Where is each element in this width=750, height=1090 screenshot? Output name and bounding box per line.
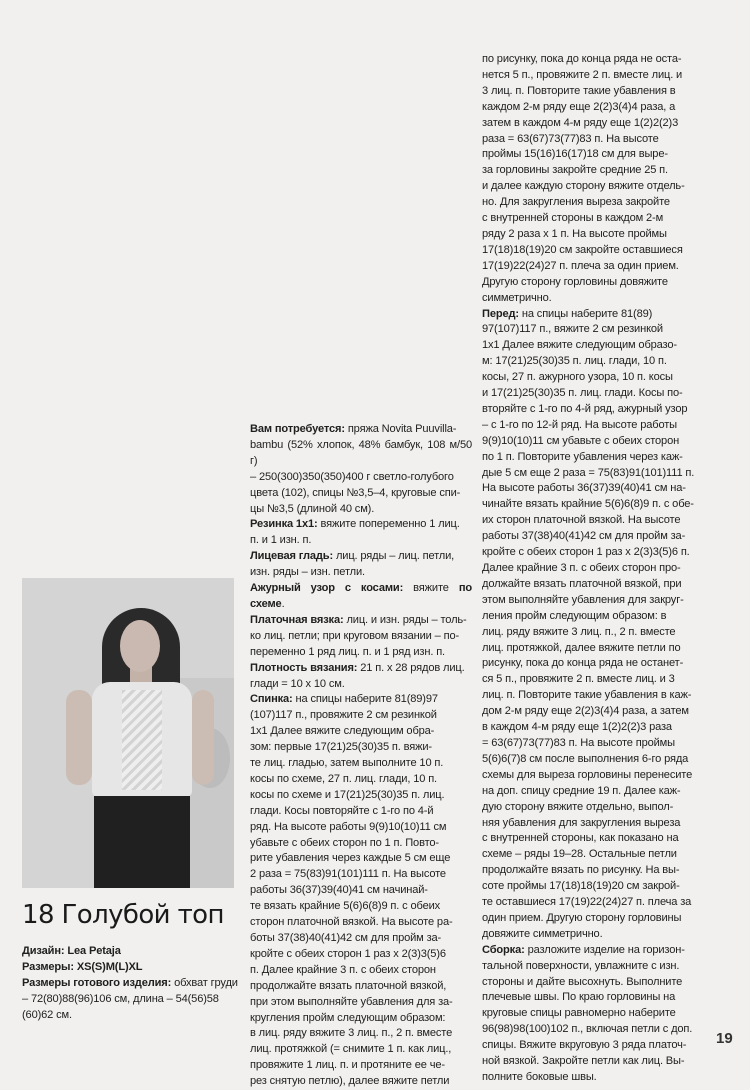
text-line: м: 17(21)25(30)35 п. лиц. глади, 10 п.	[482, 355, 667, 368]
text-line: 17(18)18(19)20 см закройте оставшиеся	[482, 243, 683, 256]
text-line: нется 5 п., провяжите 2 п. вместе лиц. и	[482, 68, 683, 81]
text-line: вторяйте с 1-го по 4-й ряд, ажурный узор	[482, 402, 688, 415]
text-line: ления пройм следующим образом: в	[482, 609, 667, 622]
text-line: 1х1 Далее вяжите следующим обра-	[250, 725, 435, 738]
text-line: ко лиц. петли; при круговом вязании – по-	[250, 629, 460, 642]
text-line: этом выполняйте убавления для закруг-	[482, 593, 684, 606]
text-line: провяжите 1 лиц. п. и протяните ее че-	[250, 1059, 445, 1072]
text-line: п. Далее крайние 3 п. с обеих сторон	[250, 963, 436, 976]
text-line: кройте с обеих сторон 1 раз х 2(3)3(5)6	[250, 947, 446, 960]
pattern-title: 18 Голубой топ	[22, 900, 224, 930]
text-line: вяжите попеременно 1 лиц.	[320, 518, 460, 531]
text-line: убавьте с обеих сторон по 1 п. Повто-	[250, 836, 439, 849]
text-line: (107)117 п., провяжите 2 см резинкой	[250, 709, 437, 722]
text-line: 2 раза = 75(83)91(101)111 п. На высоте	[250, 868, 446, 881]
text-line: и 17(21)25(30)35 п. лиц. глади. Косы по-	[482, 387, 683, 400]
text-line: Другую сторону горловины довяжите	[482, 275, 668, 288]
text-line: один прием. Другую сторону горловины	[482, 911, 682, 924]
text-line: по рисунку, пока до конца ряда не оста-	[482, 53, 682, 65]
page-number: 19	[716, 1030, 733, 1047]
text-line: симметрично.	[482, 291, 552, 304]
text-line: дые 5 см еще 2 раза = 75(83)91(101)111 п.	[482, 466, 695, 479]
text-line: соте проймы 17(18)18(19)20 см закрой-	[482, 880, 680, 893]
back-label: Спинка:	[250, 693, 293, 706]
text-line: изн. ряды – изн. петли.	[250, 566, 365, 579]
stockinette-label: Лицевая гладь:	[250, 550, 334, 563]
text-line: ся 5 п., провяжите 2 п. вместе лиц. и 3	[482, 673, 675, 686]
text-line: = 63(67)73(77)83 п. На высоте проймы	[482, 736, 675, 749]
text-line: работы 37(38)40(41)42 см для пройм за-	[482, 530, 686, 543]
text-line: 1х1 Далее вяжите следующим образо-	[482, 339, 677, 352]
text-line: должайте вязать платочной вязкой, при	[482, 577, 682, 590]
text-line: стороны и дайте высохнуть. Выполните	[482, 975, 683, 988]
text-line: в каждом 4-м ряду еще 1(2)2(2)3 раза	[482, 721, 672, 734]
text-line: bambu (52% хлопок, 48% бамбук, 108 м/50 г)	[250, 438, 472, 467]
text-line: те оставшиеся 17(19)22(24)27 п. плеча за	[482, 896, 692, 909]
text-line: плечевые швы. По краю горловины на	[482, 991, 676, 1004]
text-line: работы 36(37)39(40)41 см начинай-	[250, 884, 428, 897]
sizes-label: Размеры:	[22, 960, 74, 973]
assembly-section	[482, 943, 706, 1086]
text-line: 21 п. х 28 рядов лиц.	[360, 661, 465, 674]
right-column	[482, 52, 706, 1086]
text-line: продолжайте вязать по рисунку. На вы-	[482, 864, 680, 877]
text-line: но. Для закругления выреза закройте	[482, 196, 670, 209]
text-line: лиц. протяжкой (= снимите 1 п. как лиц.,	[250, 1043, 452, 1056]
text-line: цы №3,5 (длиной 40 см).	[250, 502, 375, 515]
text-line: 9(9)10(10)11 см убавьте с обеих сторон	[482, 434, 680, 447]
needs-label: Вам потребуется:	[250, 423, 345, 435]
text-line: спицы. Вяжите вкруговую 3 ряда платоч-	[482, 1039, 687, 1052]
text-line: зом: первые 17(21)25(30)35 п. вяжи-	[250, 741, 432, 754]
rib-label: Резинка 1х1:	[250, 518, 318, 531]
text-line: кройте с обеих сторон 1 раз х 2(3)3(5)6 п.	[482, 546, 690, 559]
assembly-label: Сборка:	[482, 943, 525, 956]
text-line: тальной поверхности, увлажните с изн.	[482, 959, 680, 972]
text-line: их сторон платочной вязкой. На высоте	[482, 514, 681, 527]
text-line: с внутренней стороны, как показано на	[482, 832, 679, 845]
text-line: дом 2-м ряду еще 2(2)3(4)4 раза, а затем	[482, 705, 689, 718]
text-line: по 1 п. Повторите убавления через каж-	[482, 450, 683, 463]
model-photo	[22, 578, 234, 888]
text-line: полните боковые швы.	[482, 1071, 597, 1083]
text-line: ряд. На высоте работы 9(9)10(10)11 см	[250, 820, 447, 833]
text-line: ной вязкой. Закройте петли как лиц. Вы-	[482, 1055, 685, 1068]
text-line: те лиц. гладью, затем выполните 10 п.	[250, 757, 444, 770]
text-line: косы по схеме, 27 п. лиц. глади, 10 п.	[250, 772, 437, 785]
text-line: 97(107)117 п., вяжите 2 см резинкой	[482, 323, 663, 336]
text-line: 3 лиц. п. Повторите такие убавления в	[482, 84, 676, 97]
pattern-details	[22, 944, 240, 1024]
sizes-value: XS(S)M(L)XL	[76, 960, 143, 973]
text-line: в лиц. ряду вяжите 3 лиц. п., 2 п. вместе	[250, 1027, 453, 1040]
text-line: за горловины закройте средние 25 п.	[482, 164, 668, 177]
text-line: лиц. п. Повторите такие убавления в каж-	[482, 689, 692, 702]
text-line: схеме – ряды 19–28. Остальные петли	[482, 848, 677, 861]
front-label: Перед:	[482, 307, 519, 320]
text-line: на спицы наберите 81(89)	[521, 307, 653, 320]
text-line: кругления пройм следующим образом:	[250, 1011, 446, 1024]
text-line: дую сторону вяжите отдельно, выпол-	[482, 800, 674, 813]
text-line: круговые спицы равномерно наберите	[482, 1007, 676, 1020]
text-line: – 250(300)350(350)400 г светло-голубого	[250, 470, 454, 483]
text-line: затем в каждом 4-м ряду еще 1(2)2(2)3	[482, 116, 679, 129]
text-line: переменно 1 ряд лиц. п. и 1 ряд изн. п.	[250, 645, 445, 658]
text-line: рисунку, пока до конца ряда не останет-	[482, 657, 684, 670]
text-line: вяжите	[413, 582, 449, 595]
text-line: рез снятую петлю), далее вяжите петли	[250, 1075, 450, 1088]
trousers	[94, 796, 190, 888]
lace-panel	[122, 690, 162, 790]
text-line: глади. Косы повторяйте с 1-го по 4-й	[250, 804, 434, 817]
text-line: на доп. спицу средние 19 п. Далее каж-	[482, 784, 681, 797]
text-line: (60)62 см.	[22, 1008, 72, 1021]
text-line: продолжайте вязать платочной вязкой,	[250, 979, 447, 992]
text-line: сторон платочной вязкой. На высоте ра-	[250, 916, 453, 929]
text-line: лиц. ряду вяжите 3 лиц. п., 2 п. вместе	[482, 625, 676, 638]
text-line: – 72(80)88(96)106 см, длина – 54(56)58	[22, 992, 219, 1005]
text-line: с внутренней стороны в каждом 2-м	[482, 212, 664, 225]
text-line: боты 37(38)40(41)42 см для пройм за-	[250, 932, 442, 944]
design-value: Lea Petaja	[67, 945, 121, 957]
lace-chart-ref: по схеме	[250, 582, 472, 610]
text-line: обхват груди	[174, 976, 238, 989]
text-line: няя убавления для закругления выреза	[482, 816, 681, 829]
text-line: схемы для выреза горловины перенесите	[482, 768, 693, 781]
text-line: 5(6)6(7)8 см после выполнения 6-го ряда	[482, 752, 689, 765]
right-arm	[192, 690, 214, 785]
text-line: ряду 2 раза х 1 п. На высоте проймы	[482, 227, 667, 240]
text-line: лиц. ряды – лиц. петли,	[335, 550, 455, 563]
text-line: проймы 15(16)16(17)18 см для выре-	[482, 148, 668, 161]
back-continuation	[482, 52, 706, 307]
text-line: – с 1-го по 12-й ряд. На высоте работы	[482, 418, 677, 431]
text-line: цвета (102), спицы №3,5–4, круговые спи-	[250, 486, 461, 499]
text-line: раза = 63(67)73(77)83 п. На высоте	[482, 132, 659, 145]
text-line: довяжите симметрично.	[482, 927, 603, 940]
front-section	[482, 307, 706, 943]
face	[120, 620, 160, 672]
text-line: пряжа Novita Puuvilla-	[347, 423, 457, 435]
text-line: разложите изделие на горизон-	[527, 943, 685, 956]
text-line: На высоте работы 36(37)39(40)41 см на-	[482, 482, 686, 495]
measure-label: Размеры готового изделия:	[22, 976, 172, 989]
text-line: при этом выполняйте убавления для за-	[250, 995, 453, 1008]
text-line: косы по схеме и 17(21)25(30)35 п. лиц.	[250, 788, 445, 801]
text-line: и далее каждую сторону вяжите отдель-	[482, 180, 685, 193]
text-line: 17(19)22(24)27 п. плеча за один прием.	[482, 259, 679, 272]
text-line: чинайте вязать крайние 5(6)6(8)9 п. с обе-	[482, 498, 694, 511]
garter-label: Платочная вязка:	[250, 613, 344, 626]
text-line: рите убавления через каждые 5 см еще	[250, 852, 451, 865]
text-line: 96(98)98(100)102 п., включая петли с доп.	[482, 1023, 693, 1036]
middle-column: Вам потребуется: пряжа Novita Puuvilla- bambu (52% хлопок, 48% бамбук, 108 м/50 г) – 250(300)350(350)400 г светло-голубого цвета (102), спицы №3,5–4, круговые спи- цы №3,5 (длиной 40 см). Резинка 1х1: вяжите попеременно 1 лиц. п. и 1 изн. п. Лицевая гладь: лиц. ряды – лиц. петли, изн. ряды – изн. петли. Ажурный узор с косами: вяжите по схеме. Платочная вязка: лиц. и изн. ряды – толь- ко лиц. петли; при круговом вязании – по- переменно 1 ряд лиц. п. и 1 ряд изн. п. Плотность вязания: 21 п. х 28 рядов лиц. глади = 10 х 10 см. Спинка: на спицы наберите 81(89)97 (107)117 п., провяжите 2 см резинкой 1х1 Далее вяжите следующим обра- зом: первые 17(21)25(30)35 п. вяжи- те лиц. гладью, затем выполните 10 п. косы по схеме, 27 п. лиц. глади, 10 п. косы по схеме и 17(21)25(30)35 п. лиц. глади. Косы повторяйте с 1-го по 4-й ряд. На высоте работы 9(9)10(10)11 см убавьте с обеих сторон по 1 п. Повто- рите убавления через каждые 5 см еще 2 раза = 75(83)91(101)111 п. На высоте работы 36(37)39(40)41 см начинай- те вязать крайние 5(6)6(8)9 п. с обеих сторон платочной вязкой. На высоте ра- боты 37(38)40(41)42 см для пройм за- кройте с обеих сторон 1 раз х 2(3)3(5)6 п. Далее крайние 3 п. с обеих сторон продолжайте вязать платочной вязкой, при этом выполняйте убавления для за- кругления пройм следующим образом: в лиц. ряду вяжите 3 лиц. п., 2 п. вместе лиц. протяжкой (= снимите 1 п. как лиц., провяжите 1 лиц. п. и протяните ее че- рез снятую петлю), далее вяжите петли	[250, 422, 472, 1090]
text-line: лиц. протяжкой, далее вяжите петли по	[482, 641, 681, 654]
text-line: лиц. и изн. ряды – толь-	[346, 613, 467, 626]
left-arm	[66, 690, 92, 785]
text-line: глади = 10 х 10 см.	[250, 677, 345, 690]
text-line: косы, 27 п. ажурного узора, 10 п. косы	[482, 371, 673, 384]
lace-label: Ажурный узор с косами:	[250, 582, 404, 595]
text-line: на спицы наберите 81(89)97	[295, 693, 438, 706]
text-line: п. и 1 изн. п.	[250, 534, 312, 547]
gauge-label: Плотность вязания:	[250, 661, 358, 674]
text-line: каждом 2-м ряду еще 2(2)3(4)4 раза, а	[482, 100, 676, 113]
text-line: те вязать крайние 5(6)6(8)9 п. с обеих	[250, 900, 441, 913]
text-line: Далее крайние 3 п. с обеих сторон про-	[482, 562, 681, 574]
design-label: Дизайн:	[22, 945, 65, 957]
